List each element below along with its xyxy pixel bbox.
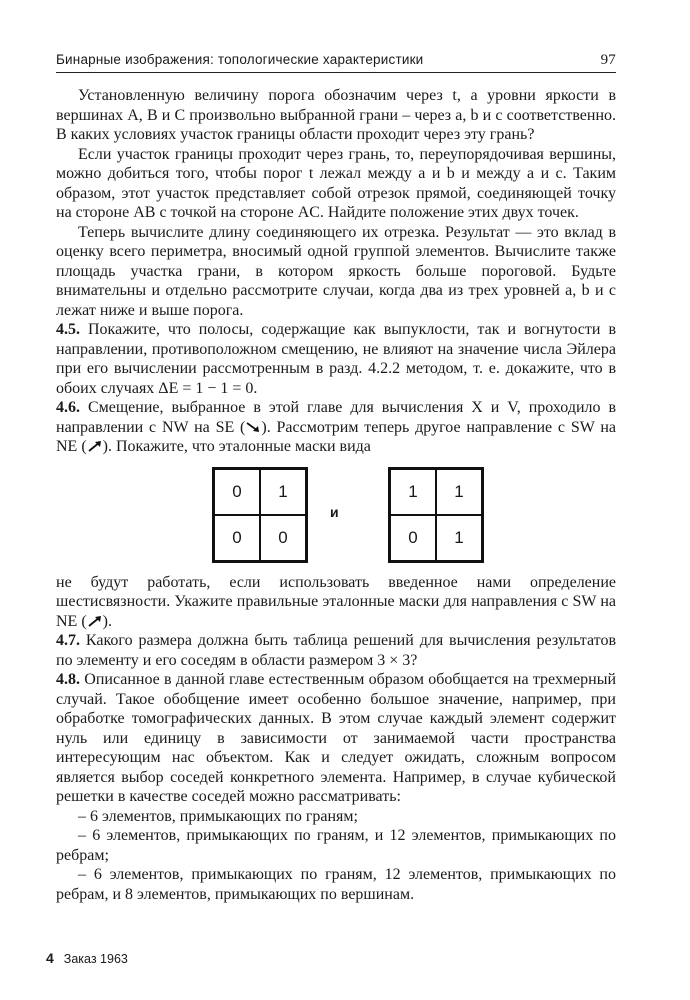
problem-text: ). [102,612,112,630]
problem-4-5 [56,320,616,398]
list-item: – 6 элементов, примыкающих по граням; [78,807,358,825]
problem-4-6-continued [56,573,616,632]
problem-text: ). Покажите, что эталонные маски вида [102,438,371,455]
arrow-ne-icon [87,614,103,628]
problem-text: не будут работать, если использовать введенное нами определение шестисвязности. Укажите правильные эталонные маски для направления с SW на NE ( [56,573,616,630]
problem-number: 4.5. [56,321,80,338]
mask-and-label: и [330,503,339,520]
paragraph: Установленную величину порога обозначим через t, а уровни яркости в вершинах A, B и C произвольно выбранной грани – через a, b и c соответственно. В каких условиях участок границы области проходит через эту грань? [56,87,616,143]
mask-cell: 1 [260,469,306,515]
mask-cell: 1 [436,469,482,515]
order-number: Заказ 1963 [63,952,128,966]
problem-text: ). Рассмотрим теперь другое направление с SW на NE ( [56,418,616,455]
printer-footer [46,950,128,966]
mask-right [388,467,484,563]
problem-text: Описанное в данной главе естественным образом обобщается на трехмерный случай. Такое обобщение имеет особенно большое значение, например, при обработке томографических данных. В этом случае каждый элемент содержит нуль или единицу в зависимости от занимаемой части пространства интересующим нас объектом. Как и следует ожидать, сложным вопросом является выбор соседей конкретного элемента. Например, в случае кубической решетки в качестве соседей можно рассматривать: [56,671,617,805]
running-header [56,50,616,73]
paragraph: Если участок границы проходит через грань, то, переупорядочивая вершины, можно добиться того, чтобы порог t лежал между a и b и между a и c. Таким образом, этот участок представляет собой отрезок прямой, соединяющей точку на стороне AB с точкой на стороне AC. Найдите положение этих двух точек. [56,145,616,221]
mask-cell: 0 [214,515,260,561]
list-item: – 6 элементов, примыкающих по граням, и 12 элементов, примыкающих по ребрам; [56,827,616,864]
mask-cell: 0 [214,469,260,515]
problem-number: 4.8. [56,671,80,688]
page-body [56,86,616,904]
signature-mark: 4 [46,950,54,966]
mask-cell: 0 [390,515,436,561]
problem-4-7 [56,631,616,670]
mask-left [212,467,308,563]
problem-4-8 [56,670,616,807]
mask-cell: 1 [436,515,482,561]
template-masks [56,461,616,569]
arrow-se-icon [245,420,261,434]
running-title: Бинарные изображения: топологические характеристики [56,52,424,67]
mask-cell: 1 [390,469,436,515]
problem-text: Покажите, что полосы, содержащие как выпуклости, так и вогнутости в направлении, противоположном смещению, не влияют на значение числа Эйлера при его вычислении рассмотренным в разд. 4.2.2 методом, т. е. докажите, что в обоих случаях ΔE = 1 − 1 = 0. [56,321,616,397]
page-number: 97 [600,52,616,68]
problem-number: 4.7. [56,632,80,649]
problem-text: Какого размера должна быть таблица решений для вычисления результатов по элементу и его соседям в области размером 3 × 3? [56,632,616,669]
problem-number: 4.6. [56,399,80,416]
arrow-ne-icon [87,439,103,453]
mask-cell: 0 [260,515,306,561]
problem-text: Смещение, выбранное в этой главе для вычисления X и V, проходило в направлении с NW на SE ( [56,399,617,436]
problem-4-6 [56,398,616,457]
list-item: – 6 элементов, примыкающих по граням, 12 элементов, примыкающих по ребрам, и 8 элементов, примыкающих по вершинам. [56,866,616,903]
paragraph: Теперь вычислите длину соединяющего их отрезка. Результат — это вклад в оценку всего периметра, вносимый одной группой элементов. Вычислите также площадь участка грани, в котором яркость больше пороговой. Будьте внимательны и отдельно рассмотрите случаи, когда два из трех уровней a, b и c лежат ниже и выше порога. [56,223,616,319]
